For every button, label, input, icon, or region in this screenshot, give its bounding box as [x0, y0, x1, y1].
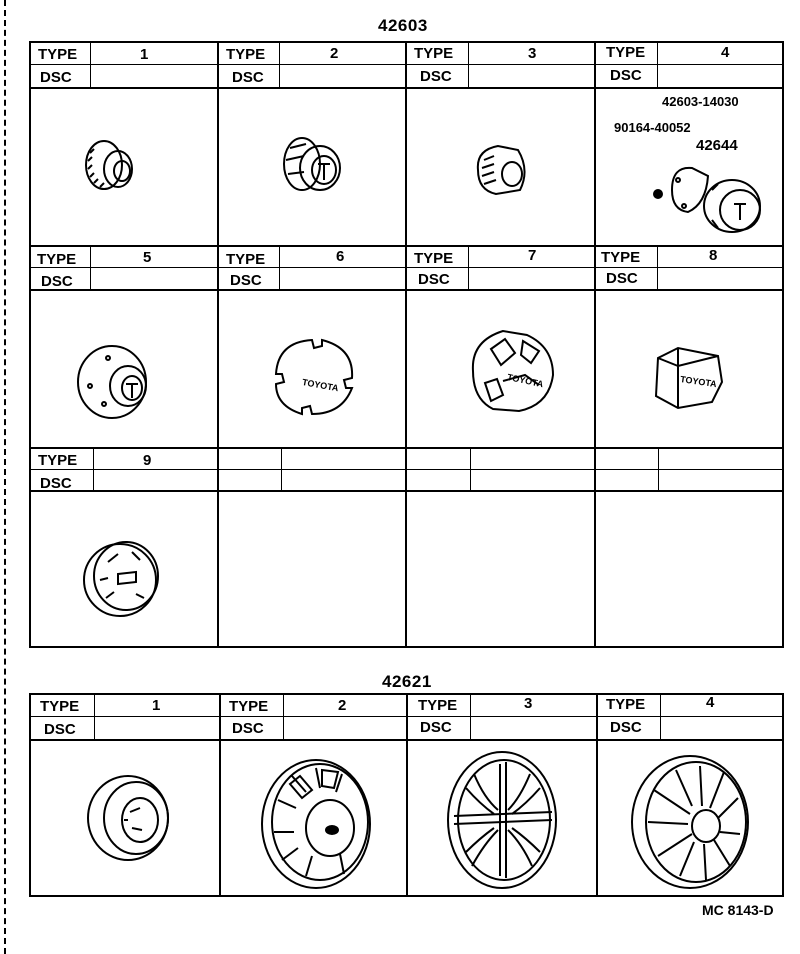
dsc-label: DSC	[40, 475, 72, 492]
type-number: 2	[330, 45, 339, 62]
dsc-label: DSC	[230, 272, 262, 289]
callout-part-c: 42644	[696, 137, 738, 154]
hub-cap-flanged-icon	[74, 342, 159, 422]
type-number: 6	[336, 248, 345, 265]
svg-text:TOYOTA: TOYOTA	[679, 374, 718, 390]
upper-col-divider	[217, 41, 219, 648]
type-label: TYPE	[229, 698, 269, 715]
type-number: 3	[528, 45, 537, 62]
callout-part-b: 90164-40052	[614, 120, 691, 135]
dsc-label: DSC	[418, 271, 450, 288]
type-label: TYPE	[606, 696, 646, 713]
dsc-label: DSC	[610, 67, 642, 84]
type-label: TYPE	[418, 697, 458, 714]
type-label: TYPE	[414, 45, 454, 62]
type-label: TYPE	[601, 249, 641, 266]
dashed-edge-line	[4, 0, 6, 954]
hub-cap-flat-disc-icon	[268, 334, 363, 419]
wheel-cover-grid-icon	[444, 748, 564, 893]
type-label: TYPE	[414, 250, 454, 267]
lower-section-title: 42621	[382, 672, 432, 691]
callout-part-a: 42603-14030	[662, 94, 739, 109]
type-number: 5	[143, 249, 152, 266]
hub-cap-octagon-icon	[648, 342, 728, 412]
dsc-label: DSC	[420, 68, 452, 85]
dsc-label: DSC	[606, 270, 638, 287]
wheel-cover-spoke-icon	[256, 752, 381, 892]
hub-cap-faceted-icon	[463, 323, 563, 418]
type-number: 9	[143, 452, 152, 469]
dsc-label: DSC	[232, 69, 264, 86]
type-number: 4	[706, 694, 715, 711]
dsc-label: DSC	[232, 720, 264, 737]
type-label: TYPE	[37, 251, 77, 268]
type-label: TYPE	[38, 46, 78, 63]
type-number: 1	[140, 46, 149, 63]
figure-code: MC 8143-D	[702, 902, 774, 918]
hub-cap-ribbed-icon	[468, 140, 538, 200]
dsc-label: DSC	[41, 273, 73, 290]
type-number: 4	[721, 44, 730, 61]
dsc-label: DSC	[610, 719, 642, 736]
type-label: TYPE	[40, 698, 80, 715]
type-label: TYPE	[38, 452, 78, 469]
svg-text:TOYOTA: TOYOTA	[301, 377, 340, 394]
hub-cap-slotted-icon	[78, 532, 168, 622]
hub-cap-toyota-icon	[276, 132, 351, 197]
type-number: 8	[709, 247, 718, 264]
dsc-label: DSC	[40, 69, 72, 86]
type-number: 1	[152, 697, 161, 714]
upper-col-divider	[405, 41, 407, 648]
wheel-cap-center-icon	[84, 772, 176, 864]
type-label: TYPE	[606, 44, 646, 61]
type-number: 2	[338, 697, 347, 714]
wheel-cover-vane-icon	[626, 750, 756, 890]
hub-cap-exploded-icon	[648, 150, 768, 240]
hub-cap-knurled-icon	[80, 135, 150, 195]
dsc-label: DSC	[420, 719, 452, 736]
upper-section-title: 42603	[378, 16, 428, 35]
type-number: 3	[524, 695, 533, 712]
type-number: 7	[528, 247, 537, 264]
upper-col-divider	[594, 41, 596, 648]
type-label: TYPE	[226, 251, 266, 268]
type-label: TYPE	[226, 46, 266, 63]
svg-text:TOYOTA: TOYOTA	[506, 371, 545, 390]
dsc-label: DSC	[44, 721, 76, 738]
